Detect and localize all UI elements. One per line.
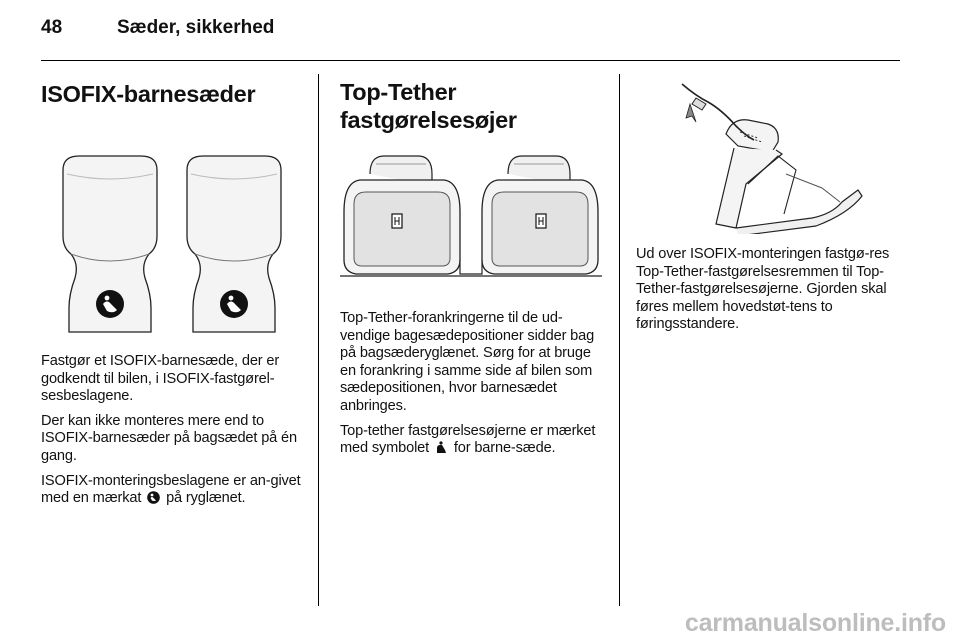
isofix-column bbox=[41, 74, 306, 508]
rear-seat-left bbox=[63, 156, 157, 332]
tether-strap-routing-illustration bbox=[636, 74, 898, 234]
top-tether-heading-line2: fastgørelsesøjer bbox=[340, 107, 517, 133]
top-tether-heading-line1: Top-Tether bbox=[340, 79, 457, 105]
seatback-right bbox=[482, 156, 598, 274]
isofix-heading: ISOFIX-barnesæder bbox=[41, 81, 256, 107]
top-tether-seatback-illustration bbox=[340, 150, 602, 280]
top-tether-symbol-text-end: for barne-sæde. bbox=[453, 440, 556, 457]
child-seat-isofix-icon bbox=[147, 491, 160, 504]
tether-routing-column bbox=[636, 74, 911, 334]
top-tether-column bbox=[340, 74, 608, 458]
isofix-seats-illustration bbox=[41, 118, 303, 333]
isofix-paragraph-limit: Der kan ikke monteres mere end to ISOFIX-barnesæder på bagsædet på én gang. bbox=[41, 412, 297, 464]
page-number: 48 bbox=[41, 17, 63, 38]
tether-routing-paragraph: Ud over ISOFIX-monteringen fastgø-res Top-Tether-fastgørelsesremmen til Top-Tether-fastgørelsesøjerne. Gjorden skal føres mellem hovedstøt-tens to føringsstandere. bbox=[636, 246, 890, 333]
column-divider-left bbox=[318, 74, 319, 606]
isofix-marking-text-end: på ryglænet. bbox=[166, 490, 246, 507]
running-title: Sæder, sikkerhed bbox=[117, 17, 275, 38]
top-tether-symbol-text: Top-tether fastgørelsesøjerne er mærket med symbolet bbox=[340, 422, 596, 457]
isofix-marking-text: ISOFIX-monteringsbeslagene er an-givet med en mærkat bbox=[41, 472, 301, 507]
isofix-paragraph-marking bbox=[41, 473, 306, 508]
seat-side-view bbox=[716, 120, 862, 234]
child-seat-tether-icon bbox=[435, 441, 448, 454]
isofix-paragraph-approved: Fastgør et ISOFIX-barnesæde, der er godkendt til bilen, i ISOFIX-fastgørel-sesbeslagene. bbox=[41, 353, 280, 405]
rear-seat-right bbox=[187, 156, 281, 332]
top-tether-paragraph-location: Top-Tether-forankringerne til de ud-vendige bagesædepositioner sidder bag på bagsæderyglænet. Sørg for at bruge en forankring i samme side af bilen som sædepositionen, hvor barnesædet anbringes. bbox=[340, 310, 595, 414]
top-tether-paragraph-symbol bbox=[340, 423, 608, 458]
watermark: carmanualsonline.info bbox=[684, 609, 946, 637]
column-divider-right bbox=[619, 74, 620, 606]
header-rule bbox=[41, 60, 900, 61]
seatback-left bbox=[344, 156, 460, 274]
